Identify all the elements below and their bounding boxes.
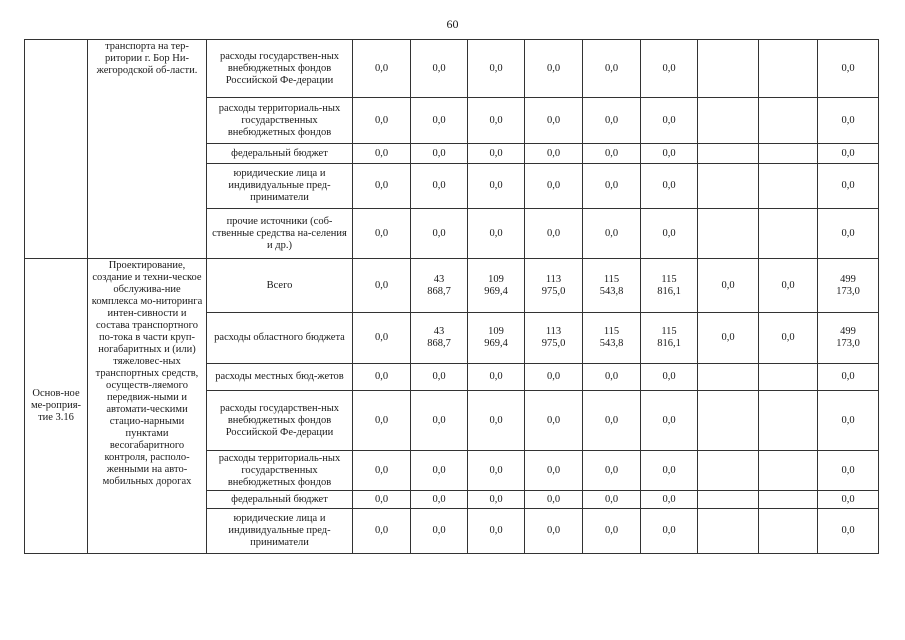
value-cell: 0,0 bbox=[353, 164, 411, 209]
value-cell: 0,0 bbox=[468, 509, 525, 554]
value-cell: 0,0 bbox=[525, 391, 583, 451]
value-cell: 0,0 bbox=[641, 40, 698, 98]
value-cell: 109 969,4 bbox=[468, 313, 525, 364]
funding-source-cell: федеральный бюджет bbox=[207, 144, 353, 164]
value-cell: 0,0 bbox=[698, 313, 759, 364]
value-cell: 0,0 bbox=[698, 259, 759, 313]
table-row bbox=[25, 40, 879, 98]
value-cell: 0,0 bbox=[818, 164, 879, 209]
value-cell bbox=[759, 491, 818, 509]
value-cell: 0,0 bbox=[818, 451, 879, 491]
description-cell: Проектирование, создание и техни-ческое обслужива-ние комплекса мо-ниторинга интен-сивности и состава транспортного по-тока в части круп-ногабаритных и (или) тяжеловес-ных транспортных средств, осуществ-ляемого передвиж-ными и автомати-ческими стацио-нарными пунктами весогабаритного контроля, располо-женными на авто-мобильных дорогах bbox=[88, 259, 207, 554]
value-cell: 0,0 bbox=[468, 144, 525, 164]
value-cell: 0,0 bbox=[641, 509, 698, 554]
value-cell: 0,0 bbox=[818, 491, 879, 509]
value-cell: 0,0 bbox=[353, 259, 411, 313]
value-cell: 0,0 bbox=[759, 259, 818, 313]
value-cell: 0,0 bbox=[468, 391, 525, 451]
value-cell: 0,0 bbox=[411, 364, 468, 391]
value-cell: 0,0 bbox=[411, 451, 468, 491]
value-cell: 0,0 bbox=[525, 364, 583, 391]
value-cell: 0,0 bbox=[583, 451, 641, 491]
value-cell: 115 816,1 bbox=[641, 259, 698, 313]
value-cell bbox=[698, 209, 759, 259]
value-cell: 0,0 bbox=[641, 391, 698, 451]
value-cell bbox=[759, 40, 818, 98]
value-cell: 0,0 bbox=[583, 144, 641, 164]
funding-source-cell: расходы государствен-ных внебюджетных фондов Российской Фе-дерации bbox=[207, 391, 353, 451]
value-cell bbox=[759, 209, 818, 259]
value-cell: 115 543,8 bbox=[583, 259, 641, 313]
value-cell: 0,0 bbox=[583, 209, 641, 259]
value-cell bbox=[698, 491, 759, 509]
value-cell: 0,0 bbox=[583, 491, 641, 509]
value-cell: 0,0 bbox=[583, 364, 641, 391]
value-cell: 0,0 bbox=[525, 451, 583, 491]
value-cell bbox=[759, 509, 818, 554]
value-cell bbox=[759, 391, 818, 451]
value-cell: 0,0 bbox=[583, 98, 641, 144]
value-cell bbox=[698, 40, 759, 98]
funding-source-cell: юридические лица и индивидуальные пред-приниматели bbox=[207, 164, 353, 209]
value-cell: 0,0 bbox=[353, 451, 411, 491]
funding-source-cell: расходы территориаль-ных государственных внебюджетных фондов bbox=[207, 98, 353, 144]
value-cell: 0,0 bbox=[818, 509, 879, 554]
funding-source-cell: Всего bbox=[207, 259, 353, 313]
value-cell: 0,0 bbox=[411, 40, 468, 98]
measure-cell bbox=[25, 40, 88, 259]
value-cell bbox=[759, 98, 818, 144]
funding-source-cell: расходы государствен-ных внебюджетных фондов Российской Фе-дерации bbox=[207, 40, 353, 98]
value-cell: 0,0 bbox=[411, 391, 468, 451]
description-cell: транспорта на тер-ритории г. Бор Ни-жегородской об-ласти. bbox=[88, 40, 207, 259]
value-cell bbox=[759, 164, 818, 209]
value-cell: 0,0 bbox=[468, 40, 525, 98]
value-cell: 0,0 bbox=[641, 209, 698, 259]
value-cell: 109 969,4 bbox=[468, 259, 525, 313]
value-cell bbox=[698, 391, 759, 451]
value-cell: 0,0 bbox=[468, 209, 525, 259]
value-cell: 43 868,7 bbox=[411, 313, 468, 364]
value-cell bbox=[698, 164, 759, 209]
value-cell bbox=[759, 451, 818, 491]
value-cell: 0,0 bbox=[411, 209, 468, 259]
value-cell: 0,0 bbox=[525, 98, 583, 144]
value-cell: 0,0 bbox=[818, 144, 879, 164]
value-cell: 0,0 bbox=[641, 98, 698, 144]
value-cell bbox=[759, 364, 818, 391]
value-cell bbox=[698, 509, 759, 554]
value-cell bbox=[698, 451, 759, 491]
value-cell: 0,0 bbox=[818, 364, 879, 391]
value-cell: 0,0 bbox=[641, 364, 698, 391]
funding-source-cell: расходы местных бюд-жетов bbox=[207, 364, 353, 391]
value-cell: 0,0 bbox=[353, 98, 411, 144]
value-cell bbox=[698, 364, 759, 391]
value-cell: 0,0 bbox=[353, 391, 411, 451]
funding-source-cell: расходы областного бюджета bbox=[207, 313, 353, 364]
value-cell: 499 173,0 bbox=[818, 313, 879, 364]
value-cell: 0,0 bbox=[583, 509, 641, 554]
value-cell: 0,0 bbox=[525, 164, 583, 209]
funding-source-cell: юридические лица и индивидуальные пред-приниматели bbox=[207, 509, 353, 554]
value-cell: 0,0 bbox=[411, 98, 468, 144]
value-cell: 0,0 bbox=[411, 144, 468, 164]
value-cell: 0,0 bbox=[353, 491, 411, 509]
value-cell: 0,0 bbox=[583, 164, 641, 209]
value-cell: 0,0 bbox=[759, 313, 818, 364]
value-cell: 0,0 bbox=[411, 164, 468, 209]
value-cell: 0,0 bbox=[353, 313, 411, 364]
value-cell: 0,0 bbox=[818, 40, 879, 98]
value-cell: 0,0 bbox=[525, 40, 583, 98]
page-number: 60 bbox=[446, 17, 459, 31]
value-cell: 0,0 bbox=[353, 40, 411, 98]
value-cell: 0,0 bbox=[411, 491, 468, 509]
table-row bbox=[25, 259, 879, 313]
value-cell: 0,0 bbox=[641, 451, 698, 491]
value-cell: 115 543,8 bbox=[583, 313, 641, 364]
value-cell: 0,0 bbox=[353, 364, 411, 391]
value-cell: 0,0 bbox=[583, 40, 641, 98]
value-cell: 115 816,1 bbox=[641, 313, 698, 364]
funding-source-cell: прочие источники (соб-ственные средства на-селения и др.) bbox=[207, 209, 353, 259]
value-cell: 0,0 bbox=[818, 98, 879, 144]
value-cell bbox=[759, 144, 818, 164]
value-cell: 0,0 bbox=[411, 509, 468, 554]
measure-cell: Основ-ное ме-роприя-тие 3.16 bbox=[25, 259, 88, 554]
value-cell: 0,0 bbox=[353, 144, 411, 164]
value-cell: 0,0 bbox=[353, 509, 411, 554]
funding-source-cell: расходы территориаль-ных государственных внебюджетных фондов bbox=[207, 451, 353, 491]
value-cell: 0,0 bbox=[818, 391, 879, 451]
value-cell: 0,0 bbox=[818, 209, 879, 259]
value-cell: 0,0 bbox=[468, 451, 525, 491]
value-cell: 113 975,0 bbox=[525, 313, 583, 364]
value-cell: 0,0 bbox=[468, 491, 525, 509]
value-cell: 43 868,7 bbox=[411, 259, 468, 313]
value-cell: 0,0 bbox=[468, 364, 525, 391]
value-cell: 0,0 bbox=[525, 209, 583, 259]
value-cell: 113 975,0 bbox=[525, 259, 583, 313]
value-cell: 0,0 bbox=[641, 164, 698, 209]
value-cell: 0,0 bbox=[525, 491, 583, 509]
budget-table bbox=[24, 39, 879, 554]
value-cell: 0,0 bbox=[525, 144, 583, 164]
value-cell: 0,0 bbox=[468, 164, 525, 209]
value-cell: 0,0 bbox=[525, 509, 583, 554]
value-cell bbox=[698, 144, 759, 164]
value-cell: 0,0 bbox=[468, 98, 525, 144]
value-cell bbox=[698, 98, 759, 144]
value-cell: 0,0 bbox=[353, 209, 411, 259]
value-cell: 0,0 bbox=[641, 491, 698, 509]
value-cell: 0,0 bbox=[583, 391, 641, 451]
value-cell: 0,0 bbox=[641, 144, 698, 164]
funding-source-cell: федеральный бюджет bbox=[207, 491, 353, 509]
value-cell: 499 173,0 bbox=[818, 259, 879, 313]
